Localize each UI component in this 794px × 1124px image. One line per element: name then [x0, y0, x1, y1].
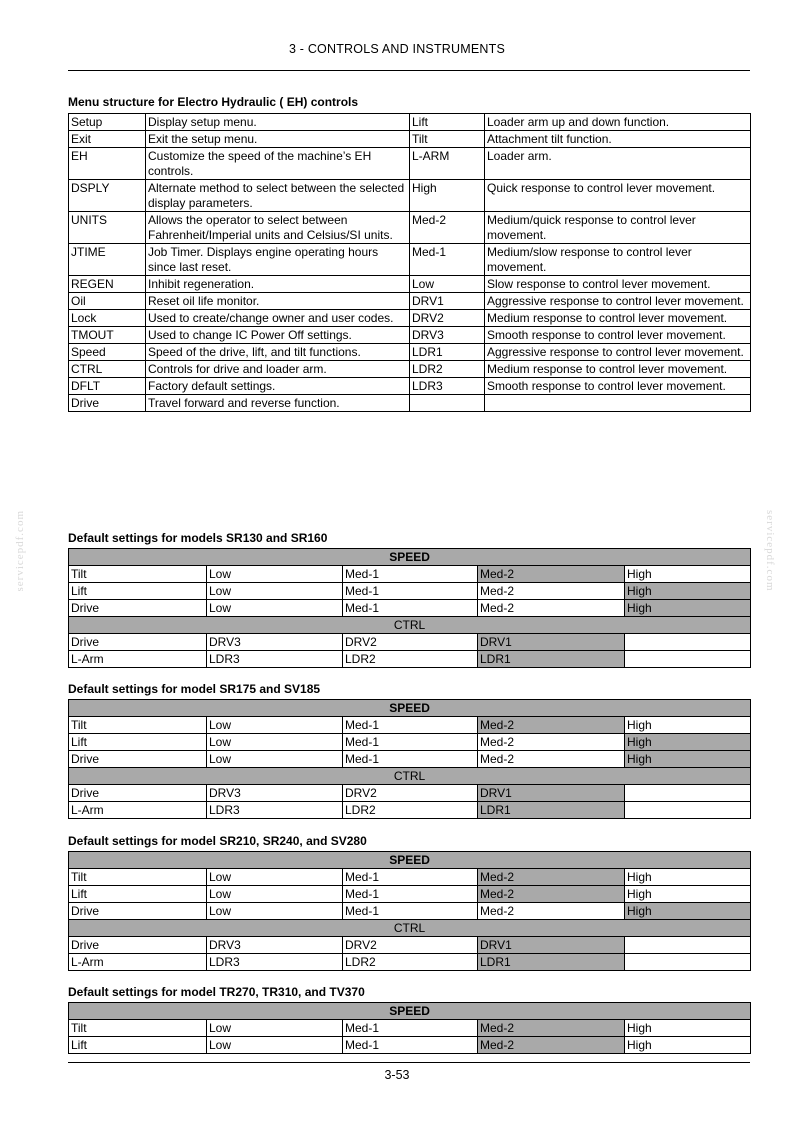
setting-cell — [625, 802, 751, 819]
setting-cell: High — [625, 869, 751, 886]
speed-row — [69, 1020, 751, 1037]
function-name: Drive — [69, 937, 207, 954]
menu-response-code: Tilt — [410, 131, 485, 148]
selected-setting-cell: LDR1 — [478, 802, 625, 819]
setting-cell: DRV2 — [343, 937, 478, 954]
speed-row — [69, 583, 751, 600]
setting-cell: Low — [207, 600, 343, 617]
menu-code: EH — [69, 148, 146, 180]
setting-cell: Med-1 — [343, 903, 478, 920]
menu-structure-title: Menu structure for Electro Hydraulic ( EH) controls — [68, 95, 359, 109]
menu-description: Inhibit regeneration. — [146, 276, 410, 293]
selected-setting-cell: High — [625, 751, 751, 768]
ctrl-header: CTRL — [69, 617, 751, 634]
menu-code: Oil — [69, 293, 146, 310]
setting-cell: High — [625, 1020, 751, 1037]
menu-response-description: Attachment tilt function. — [485, 131, 751, 148]
ctrl-row — [69, 634, 751, 651]
speed-header-row — [69, 700, 751, 717]
header-rule — [68, 70, 750, 71]
menu-response-description: Loader arm up and down function. — [485, 114, 751, 131]
defaults-tr270-table — [68, 1002, 751, 1054]
selected-setting-cell: Med-2 — [478, 886, 625, 903]
setting-cell: LDR3 — [207, 802, 343, 819]
menu-response-description: Slow response to control lever movement. — [485, 276, 751, 293]
menu-response-code: LDR3 — [410, 378, 485, 395]
selected-setting-cell: DRV1 — [478, 785, 625, 802]
menu-row — [69, 344, 751, 361]
setting-cell: Med-2 — [478, 600, 625, 617]
menu-description: Used to change IC Power Off settings. — [146, 327, 410, 344]
menu-description: Customize the speed of the machine’s EH controls. — [146, 148, 410, 180]
speed-header-row — [69, 549, 751, 566]
menu-response-description — [485, 395, 751, 412]
speed-row — [69, 600, 751, 617]
function-name: Lift — [69, 1037, 207, 1054]
setting-cell: Low — [207, 583, 343, 600]
menu-response-code: LDR2 — [410, 361, 485, 378]
function-name: L-Arm — [69, 954, 207, 971]
setting-cell: DRV3 — [207, 634, 343, 651]
setting-cell: Low — [207, 903, 343, 920]
speed-row — [69, 717, 751, 734]
menu-response-code: DRV2 — [410, 310, 485, 327]
function-name: Drive — [69, 785, 207, 802]
selected-setting-cell: LDR1 — [478, 954, 625, 971]
speed-row — [69, 1037, 751, 1054]
setting-cell: LDR2 — [343, 651, 478, 668]
setting-cell: DRV3 — [207, 937, 343, 954]
setting-cell: Low — [207, 717, 343, 734]
menu-row — [69, 378, 751, 395]
menu-response-description: Medium response to control lever movement. — [485, 361, 751, 378]
menu-response-code: High — [410, 180, 485, 212]
setting-cell: LDR2 — [343, 802, 478, 819]
setting-cell: LDR3 — [207, 954, 343, 971]
selected-setting-cell: Med-2 — [478, 869, 625, 886]
menu-description: Reset oil life monitor. — [146, 293, 410, 310]
setting-cell: LDR2 — [343, 954, 478, 971]
function-name: Lift — [69, 886, 207, 903]
menu-description: Controls for drive and loader arm. — [146, 361, 410, 378]
setting-cell: Med-1 — [343, 1037, 478, 1054]
menu-description: Alternate method to select between the selected display parameters. — [146, 180, 410, 212]
menu-code: DFLT — [69, 378, 146, 395]
menu-response-code: Lift — [410, 114, 485, 131]
menu-row — [69, 276, 751, 293]
menu-row — [69, 395, 751, 412]
watermark-left: servicepdf.com — [14, 510, 26, 592]
selected-setting-cell: Med-2 — [478, 717, 625, 734]
speed-header: SPEED — [69, 549, 751, 566]
menu-response-description: Quick response to control lever movement. — [485, 180, 751, 212]
selected-setting-cell: DRV1 — [478, 937, 625, 954]
menu-description: Speed of the drive, lift, and tilt functions. — [146, 344, 410, 361]
menu-code: Lock — [69, 310, 146, 327]
page-header: 3 - CONTROLS AND INSTRUMENTS — [288, 42, 506, 56]
menu-description: Job Timer. Displays engine operating hours since last reset. — [146, 244, 410, 276]
function-name: Drive — [69, 903, 207, 920]
speed-header: SPEED — [69, 1003, 751, 1020]
function-name: Lift — [69, 734, 207, 751]
menu-response-description: Medium/slow response to control lever movement. — [485, 244, 751, 276]
menu-code: Drive — [69, 395, 146, 412]
menu-row — [69, 361, 751, 378]
setting-cell: Med-1 — [343, 600, 478, 617]
ctrl-header: CTRL — [69, 768, 751, 785]
menu-row — [69, 327, 751, 344]
setting-cell: Med-1 — [343, 734, 478, 751]
function-name: Tilt — [69, 566, 207, 583]
function-name: L-Arm — [69, 802, 207, 819]
menu-response-code: DRV1 — [410, 293, 485, 310]
speed-row — [69, 566, 751, 583]
menu-response-description: Aggressive response to control lever movement. — [485, 293, 751, 310]
setting-cell: High — [625, 566, 751, 583]
menu-response-code: DRV3 — [410, 327, 485, 344]
menu-row — [69, 212, 751, 244]
menu-code: CTRL — [69, 361, 146, 378]
setting-cell: DRV2 — [343, 634, 478, 651]
ctrl-header: CTRL — [69, 920, 751, 937]
menu-response-code: Med-2 — [410, 212, 485, 244]
selected-setting-cell: High — [625, 600, 751, 617]
defaults-sr130-title: Default settings for models SR130 and SR160 — [68, 531, 328, 545]
setting-cell: Low — [207, 566, 343, 583]
menu-row — [69, 114, 751, 131]
menu-description: Display setup menu. — [146, 114, 410, 131]
footer-rule — [68, 1062, 750, 1063]
setting-cell: Med-2 — [478, 903, 625, 920]
setting-cell: High — [625, 886, 751, 903]
menu-structure-table — [68, 113, 751, 412]
menu-code: DSPLY — [69, 180, 146, 212]
setting-cell: Med-1 — [343, 886, 478, 903]
ctrl-header-row — [69, 768, 751, 785]
menu-response-description: Smooth response to control lever movement. — [485, 378, 751, 395]
menu-response-description: Medium response to control lever movement. — [485, 310, 751, 327]
watermark-right: servicepdf.com — [764, 510, 776, 592]
defaults-sr130-table — [68, 548, 751, 668]
ctrl-row — [69, 937, 751, 954]
setting-cell: Med-1 — [343, 1020, 478, 1037]
setting-cell: Low — [207, 869, 343, 886]
speed-header: SPEED — [69, 700, 751, 717]
speed-row — [69, 751, 751, 768]
menu-code: UNITS — [69, 212, 146, 244]
menu-code: Setup — [69, 114, 146, 131]
setting-cell: Med-2 — [478, 751, 625, 768]
menu-description: Travel forward and reverse function. — [146, 395, 410, 412]
setting-cell — [625, 634, 751, 651]
menu-response-code: L-ARM — [410, 148, 485, 180]
menu-description: Factory default settings. — [146, 378, 410, 395]
menu-row — [69, 180, 751, 212]
ctrl-row — [69, 802, 751, 819]
setting-cell: Low — [207, 751, 343, 768]
setting-cell: DRV3 — [207, 785, 343, 802]
speed-row — [69, 734, 751, 751]
selected-setting-cell: Med-2 — [478, 1037, 625, 1054]
function-name: Lift — [69, 583, 207, 600]
speed-row — [69, 903, 751, 920]
selected-setting-cell: LDR1 — [478, 651, 625, 668]
menu-description: Used to create/change owner and user codes. — [146, 310, 410, 327]
menu-code: REGEN — [69, 276, 146, 293]
setting-cell: High — [625, 717, 751, 734]
setting-cell — [625, 954, 751, 971]
defaults-sr175-title: Default settings for model SR175 and SV185 — [68, 682, 321, 696]
ctrl-row — [69, 651, 751, 668]
function-name: Drive — [69, 634, 207, 651]
menu-row — [69, 244, 751, 276]
setting-cell: Med-1 — [343, 717, 478, 734]
page-number: 3-53 — [384, 1068, 410, 1082]
menu-code: Speed — [69, 344, 146, 361]
ctrl-header-row — [69, 920, 751, 937]
setting-cell — [625, 651, 751, 668]
menu-description: Allows the operator to select between Fahrenheit/Imperial units and Celsius/SI units. — [146, 212, 410, 244]
setting-cell: Med-1 — [343, 566, 478, 583]
setting-cell: Low — [207, 1020, 343, 1037]
defaults-tr270-title: Default settings for model TR270, TR310, and TV370 — [68, 985, 365, 999]
setting-cell: Med-2 — [478, 583, 625, 600]
selected-setting-cell: Med-2 — [478, 1020, 625, 1037]
menu-row — [69, 148, 751, 180]
ctrl-header-row — [69, 617, 751, 634]
speed-row — [69, 869, 751, 886]
menu-description: Exit the setup menu. — [146, 131, 410, 148]
setting-cell: Med-2 — [478, 734, 625, 751]
setting-cell: Low — [207, 1037, 343, 1054]
setting-cell: High — [625, 1037, 751, 1054]
function-name: L-Arm — [69, 651, 207, 668]
speed-row — [69, 886, 751, 903]
menu-response-code: Med-1 — [410, 244, 485, 276]
menu-code: TMOUT — [69, 327, 146, 344]
speed-header-row — [69, 1003, 751, 1020]
function-name: Tilt — [69, 717, 207, 734]
selected-setting-cell: DRV1 — [478, 634, 625, 651]
defaults-sr210-table — [68, 851, 751, 971]
menu-code: JTIME — [69, 244, 146, 276]
menu-response-description: Medium/quick response to control lever movement. — [485, 212, 751, 244]
menu-response-description: Aggressive response to control lever movement. — [485, 344, 751, 361]
defaults-sr210-title: Default settings for model SR210, SR240, and SV280 — [68, 834, 367, 848]
menu-row — [69, 131, 751, 148]
menu-code: Exit — [69, 131, 146, 148]
selected-setting-cell: High — [625, 903, 751, 920]
function-name: Drive — [69, 600, 207, 617]
setting-cell: Med-1 — [343, 751, 478, 768]
setting-cell — [625, 937, 751, 954]
selected-setting-cell: Med-2 — [478, 566, 625, 583]
defaults-sr175-table — [68, 699, 751, 819]
speed-header: SPEED — [69, 852, 751, 869]
function-name: Tilt — [69, 869, 207, 886]
speed-header-row — [69, 852, 751, 869]
menu-response-code — [410, 395, 485, 412]
function-name: Drive — [69, 751, 207, 768]
menu-row — [69, 310, 751, 327]
ctrl-row — [69, 954, 751, 971]
menu-response-code: LDR1 — [410, 344, 485, 361]
selected-setting-cell: High — [625, 734, 751, 751]
menu-response-code: Low — [410, 276, 485, 293]
selected-setting-cell: High — [625, 583, 751, 600]
setting-cell: DRV2 — [343, 785, 478, 802]
menu-response-description: Loader arm. — [485, 148, 751, 180]
function-name: Tilt — [69, 1020, 207, 1037]
menu-response-description: Smooth response to control lever movement. — [485, 327, 751, 344]
setting-cell: LDR3 — [207, 651, 343, 668]
setting-cell: Low — [207, 734, 343, 751]
setting-cell — [625, 785, 751, 802]
setting-cell: Med-1 — [343, 869, 478, 886]
ctrl-row — [69, 785, 751, 802]
menu-row — [69, 293, 751, 310]
setting-cell: Low — [207, 886, 343, 903]
setting-cell: Med-1 — [343, 583, 478, 600]
